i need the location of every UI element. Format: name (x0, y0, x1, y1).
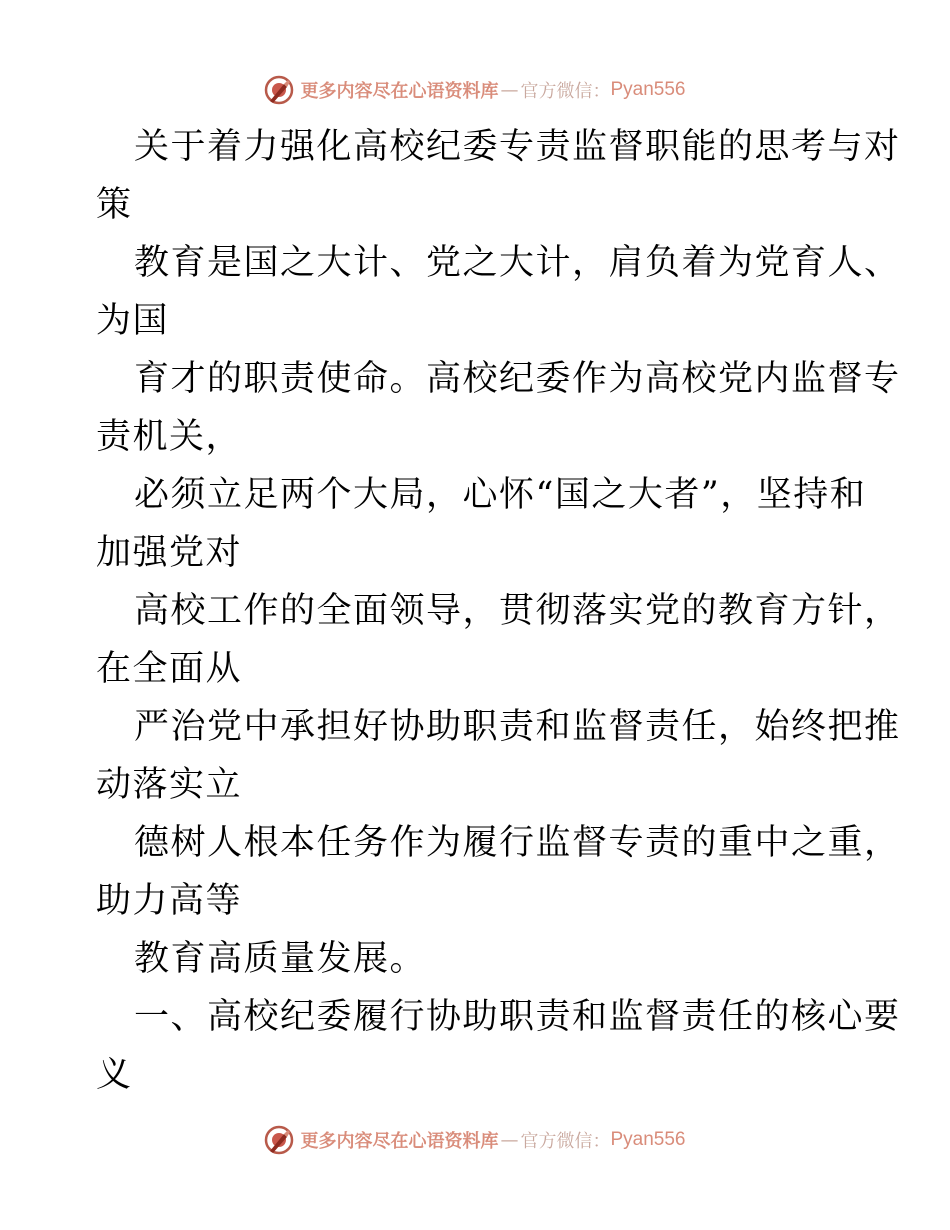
watermark-brand: 更多内容尽在心语资料库 (300, 81, 499, 102)
watermark-wechat-id: Pyan556 (610, 79, 686, 100)
header-watermark (0, 70, 950, 110)
watermark-brand: 更多内容尽在心语资料库 (300, 1131, 499, 1152)
doc-line: 加强党对 (96, 533, 243, 573)
doc-line: 必须立足两个大局，心怀“国之大者”，坚持和 (134, 475, 867, 515)
doc-line: 助力高等 (96, 881, 243, 921)
pen-logo-icon (264, 75, 294, 105)
watermark-wechat-label: 官方微信： (520, 81, 611, 102)
pen-logo-icon (264, 1125, 294, 1155)
doc-line: 策 (96, 185, 133, 225)
doc-line: 德树人根本任务作为履行监督专责的重中之重， (134, 823, 901, 863)
document-body (96, 118, 901, 1104)
doc-line: 义 (96, 1055, 133, 1095)
watermark-wechat-id: Pyan556 (610, 1129, 686, 1150)
watermark-separator: — (500, 79, 519, 101)
doc-line: 动落实立 (96, 765, 243, 805)
doc-line: 教育高质量发展。 (134, 939, 427, 979)
doc-line: 高校工作的全面领导，贯彻落实党的教育方针， (134, 591, 901, 631)
doc-line: 在全面从 (96, 649, 243, 689)
doc-line: 为国 (96, 301, 170, 341)
watermark-wechat-label: 官方微信： (520, 1131, 611, 1152)
watermark-separator: — (500, 1129, 519, 1151)
doc-line: 严治党中承担好协助职责和监督责任，始终把推 (134, 707, 901, 747)
footer-watermark (0, 1120, 950, 1160)
doc-line: 教育是国之大计、党之大计，肩负着为党育人、 (134, 243, 901, 283)
doc-line-title: 关于着力强化高校纪委专责监督职能的思考与对 (134, 127, 901, 167)
doc-line: 育才的职责使命。高校纪委作为高校党内监督专 (134, 359, 901, 399)
doc-line-heading: 一、高校纪委履行协助职责和监督责任的核心要 (134, 997, 901, 1037)
doc-line: 责机关， (96, 417, 243, 457)
